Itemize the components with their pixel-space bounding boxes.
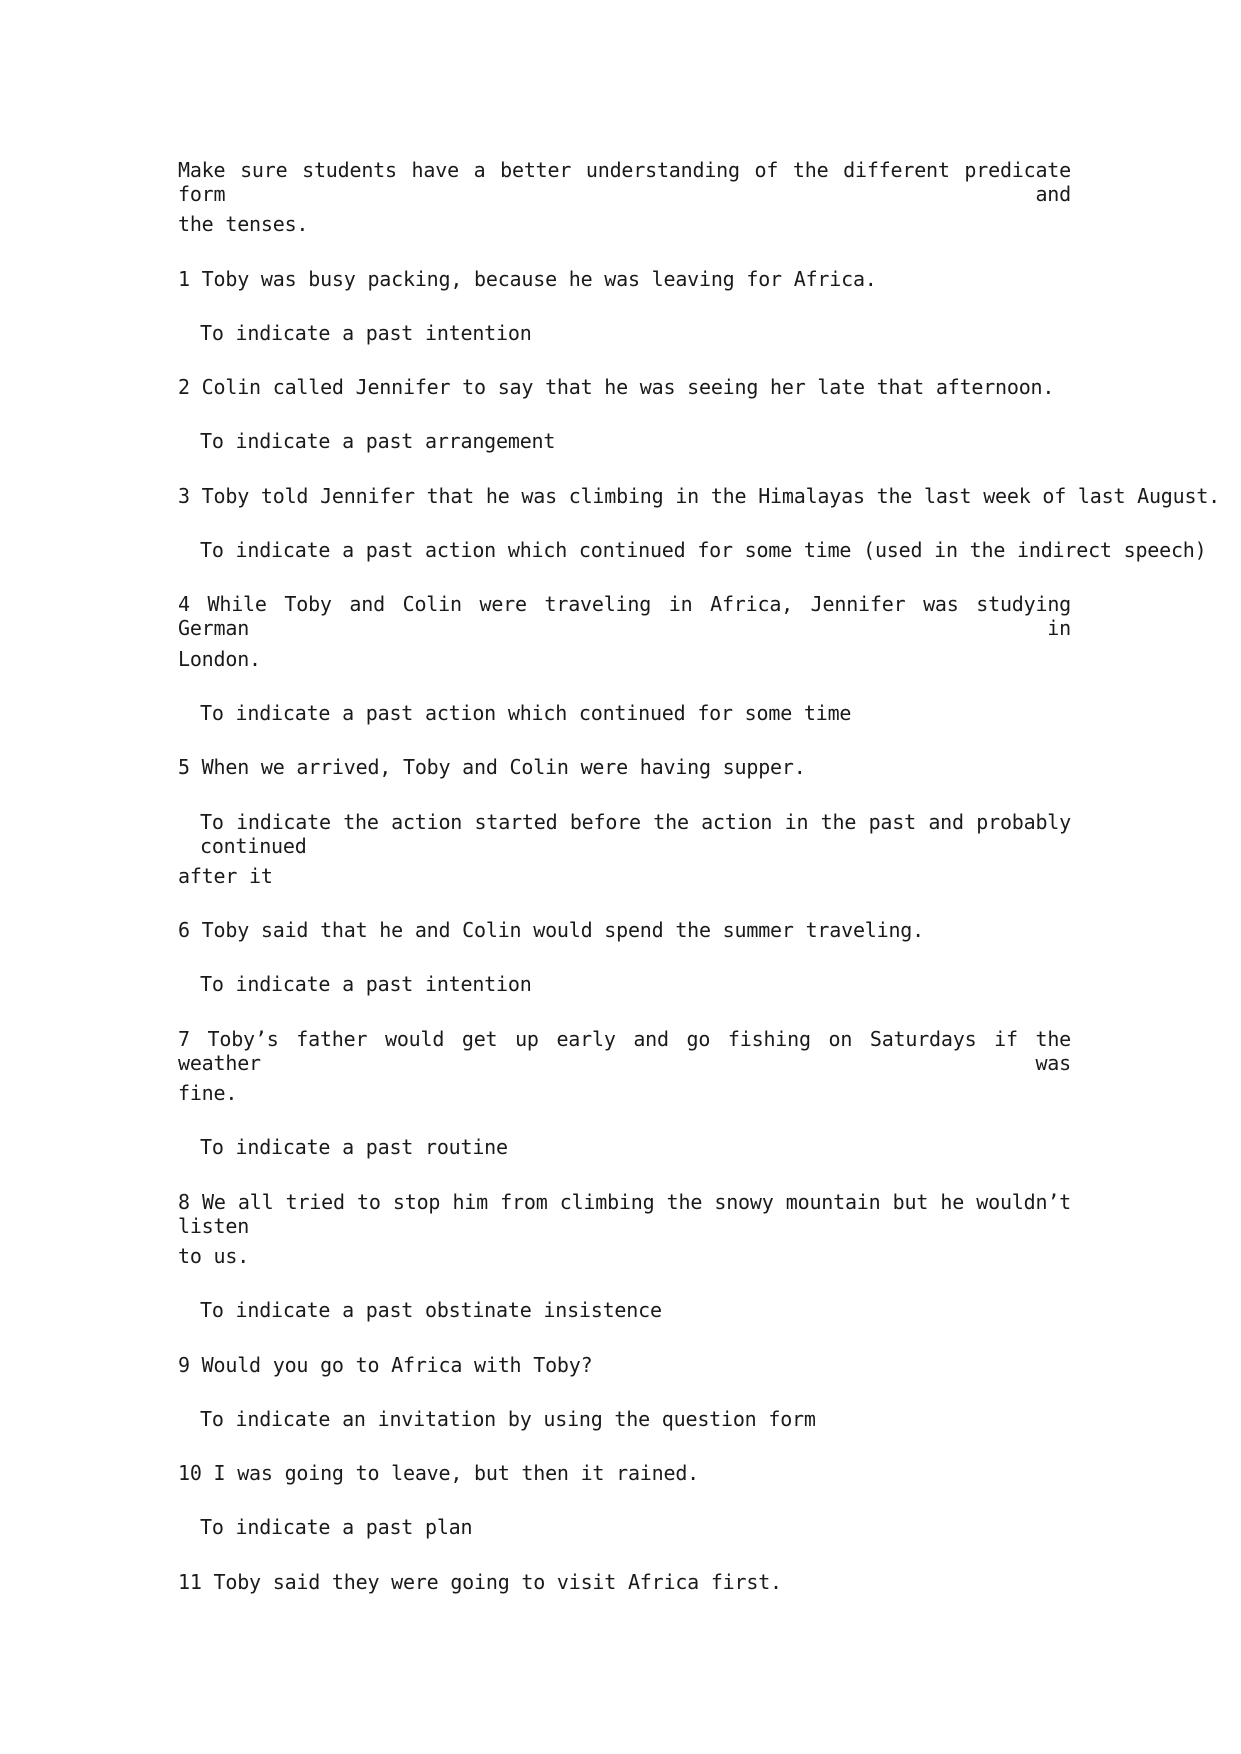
usage-explanation: To indicate a past intention — [200, 320, 532, 345]
example-sentence: 2 Colin called Jennifer to say that he was seeing her late that afternoon. — [178, 375, 1055, 400]
example-sentence: 4 While Toby and Colin were traveling in Africa, Jennifer was studying German in — [178, 592, 1071, 641]
example-sentence: 10 I was going to leave, but then it rained. — [178, 1461, 700, 1486]
usage-explanation: To indicate a past action which continued for some time — [200, 700, 852, 725]
usage-explanation: after it — [178, 863, 273, 888]
usage-explanation: To indicate a past routine — [200, 1135, 508, 1160]
intro-line: the tenses. — [178, 212, 309, 237]
usage-explanation: To indicate a past intention — [200, 972, 532, 997]
usage-explanation: To indicate a past action which continued for some time (used in the indirect speech) — [200, 538, 1207, 563]
usage-explanation: To indicate a past plan — [200, 1515, 473, 1540]
example-sentence: fine. — [178, 1081, 238, 1106]
usage-explanation: To indicate an invitation by using the question form — [200, 1406, 816, 1431]
example-sentence: 11 Toby said they were going to visit Africa first. — [178, 1569, 782, 1594]
example-sentence: 1 Toby was busy packing, because he was leaving for Africa. — [178, 266, 877, 291]
usage-explanation: To indicate a past arrangement — [200, 429, 556, 454]
document-body — [178, 158, 1221, 1624]
example-sentence: 8 We all tried to stop him from climbing the snowy mountain but he wouldn’t listen — [178, 1189, 1071, 1238]
example-sentence: to us. — [178, 1243, 250, 1268]
example-sentence: 7 Toby’s father would get up early and go fishing on Saturdays if the weather was — [178, 1026, 1071, 1075]
example-sentence: London. — [178, 646, 261, 671]
example-sentence: 6 Toby said that he and Colin would spend the summer traveling. — [178, 918, 924, 943]
intro-line: Make sure students have a better understanding of the different predicate form and — [178, 158, 1071, 206]
example-sentence: 3 Toby told Jennifer that he was climbing in the Himalayas the last week of last August. — [178, 483, 1221, 508]
example-sentence: 9 Would you go to Africa with Toby? — [178, 1352, 593, 1377]
usage-explanation: To indicate the action started before the action in the past and probably continued — [200, 809, 1071, 858]
example-sentence: 5 When we arrived, Toby and Colin were having supper. — [178, 755, 806, 780]
usage-explanation: To indicate a past obstinate insistence — [200, 1298, 662, 1323]
